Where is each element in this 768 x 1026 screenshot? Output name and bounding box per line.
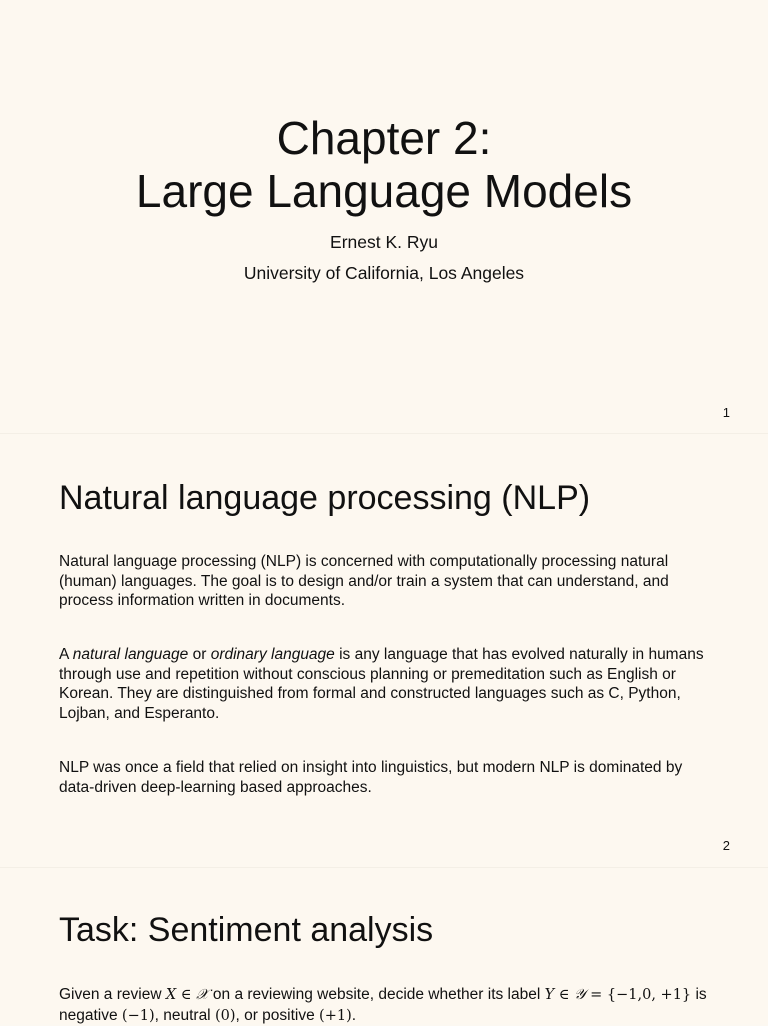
page-number: 2 bbox=[722, 838, 730, 853]
math-x: X bbox=[165, 987, 177, 1003]
math-neutral: (0) bbox=[214, 1007, 236, 1024]
paragraph-sentiment-task bbox=[59, 985, 719, 1026]
slide-heading: Natural language processing (NLP) bbox=[59, 479, 591, 517]
math-y: Y bbox=[544, 987, 555, 1003]
math-cal-y: 𝒴 bbox=[574, 987, 586, 1003]
math-symbol: ∈ bbox=[176, 987, 197, 1003]
text-segment: , or positive bbox=[235, 1006, 320, 1024]
author-name: Ernest K. Ryu bbox=[330, 232, 438, 252]
text-segment: . bbox=[351, 1006, 357, 1024]
text-segment: or bbox=[188, 646, 211, 663]
chapter-title-line2: Large Language Models bbox=[135, 165, 633, 217]
paragraph-modern-nlp: NLP was once a field that relied on insight into linguistics, but modern NLP is dominated by data-driven deep-learning based approaches. bbox=[59, 759, 683, 796]
math-negative: (−1) bbox=[121, 1007, 155, 1024]
slide-nlp bbox=[0, 434, 768, 867]
text-segment: A bbox=[59, 646, 73, 663]
paragraph-natural-language bbox=[59, 645, 719, 723]
slide-heading: Task: Sentiment analysis bbox=[59, 911, 434, 949]
slide-sentiment bbox=[0, 868, 768, 1024]
chapter-title bbox=[0, 112, 768, 218]
paragraph-nlp-definition: Natural language processing (NLP) is concerned with computationally processing natural (human) languages. The goal is to design and/or train a system that can understand, and process information written in documents. bbox=[59, 553, 669, 609]
math-symbol: ∈ bbox=[554, 987, 575, 1003]
slide-title-page bbox=[0, 0, 768, 433]
emphasis-ordinary-language: ordinary language bbox=[210, 646, 335, 663]
text-segment: on a reviewing website, decide whether its label bbox=[208, 986, 545, 1003]
text-segment: Given a review bbox=[59, 986, 166, 1003]
math-label-set: = {−1,0, +1} bbox=[585, 987, 692, 1003]
text-segment: is negative bbox=[59, 986, 707, 1024]
author-affiliation: University of California, Los Angeles bbox=[243, 263, 525, 283]
text-segment: , neutral bbox=[154, 1006, 215, 1024]
math-cal-x: 𝒳 bbox=[196, 987, 209, 1003]
emphasis-natural-language: natural language bbox=[72, 646, 189, 663]
math-positive: (+1) bbox=[319, 1007, 352, 1024]
text-segment: is any language that has evolved naturally in humans through use and repetition without conscious planning or premeditation such as English or Korean. They are distinguished from formal and constructed languages such as C, Python, Lojban, and Esperanto. bbox=[59, 646, 704, 722]
page-number: 1 bbox=[722, 405, 730, 420]
chapter-title-line1: Chapter 2: bbox=[276, 112, 492, 164]
